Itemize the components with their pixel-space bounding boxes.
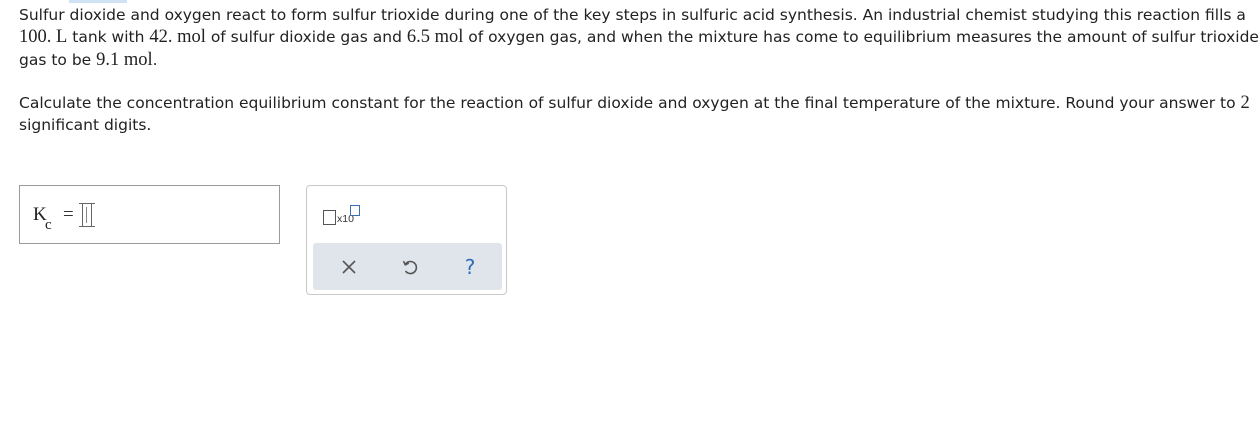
exponent-box-icon bbox=[350, 205, 360, 216]
problem-line-3 bbox=[19, 49, 1194, 71]
equilibrium-constant-symbol: K bbox=[33, 204, 47, 225]
math-tool-panel bbox=[306, 185, 507, 295]
question-text: Calculate the concentration equilibrium constant for the reaction of sulfur dioxide and oxygen at the final temperature of the mixture. Round your answer to bbox=[19, 94, 1241, 112]
action-bar bbox=[313, 243, 502, 290]
question-line-2: significant digits. bbox=[19, 116, 152, 134]
problem-text: gas to be bbox=[19, 51, 97, 69]
question-line-1 bbox=[19, 92, 1250, 114]
answer-input[interactable] bbox=[82, 203, 92, 227]
answer-area bbox=[19, 185, 280, 244]
mantissa-box-icon bbox=[323, 210, 336, 225]
significant-digits-count: 2 bbox=[1240, 93, 1250, 113]
so3-amount: 9.1 mol bbox=[96, 50, 153, 70]
problem-text: of oxygen gas, and when the mixture has come to equilibrium measures the amount of sulfur trioxide bbox=[463, 28, 1259, 46]
o2-amount: 6.5 mol bbox=[406, 27, 464, 47]
equals-sign: = bbox=[63, 204, 74, 225]
times-ten-label: x10 bbox=[337, 213, 354, 225]
question-prompt bbox=[19, 92, 1250, 136]
problem-statement bbox=[19, 4, 1259, 71]
undo-button[interactable] bbox=[398, 255, 422, 279]
header-accent-bar bbox=[69, 0, 127, 3]
undo-icon bbox=[401, 258, 419, 276]
help-icon: ? bbox=[464, 255, 476, 279]
equilibrium-constant-subscript: c bbox=[45, 217, 52, 233]
clear-button[interactable] bbox=[337, 255, 361, 279]
problem-line-1: Sulfur dioxide and oxygen react to form sulfur trioxide during one of the key steps in sulfuric acid synthesis. An industrial chemist studying this reaction fills a bbox=[19, 6, 1246, 24]
problem-text: tank with bbox=[67, 28, 150, 46]
scientific-notation-button[interactable] bbox=[323, 205, 357, 227]
help-button[interactable] bbox=[458, 255, 482, 279]
problem-text: . bbox=[152, 51, 158, 69]
so2-amount: 42. mol bbox=[149, 27, 206, 47]
problem-text: of sulfur dioxide gas and bbox=[205, 28, 407, 46]
close-icon bbox=[342, 260, 356, 274]
tank-volume: 100. L bbox=[19, 27, 68, 47]
text-caret bbox=[86, 207, 87, 223]
problem-line-2 bbox=[19, 26, 1259, 48]
